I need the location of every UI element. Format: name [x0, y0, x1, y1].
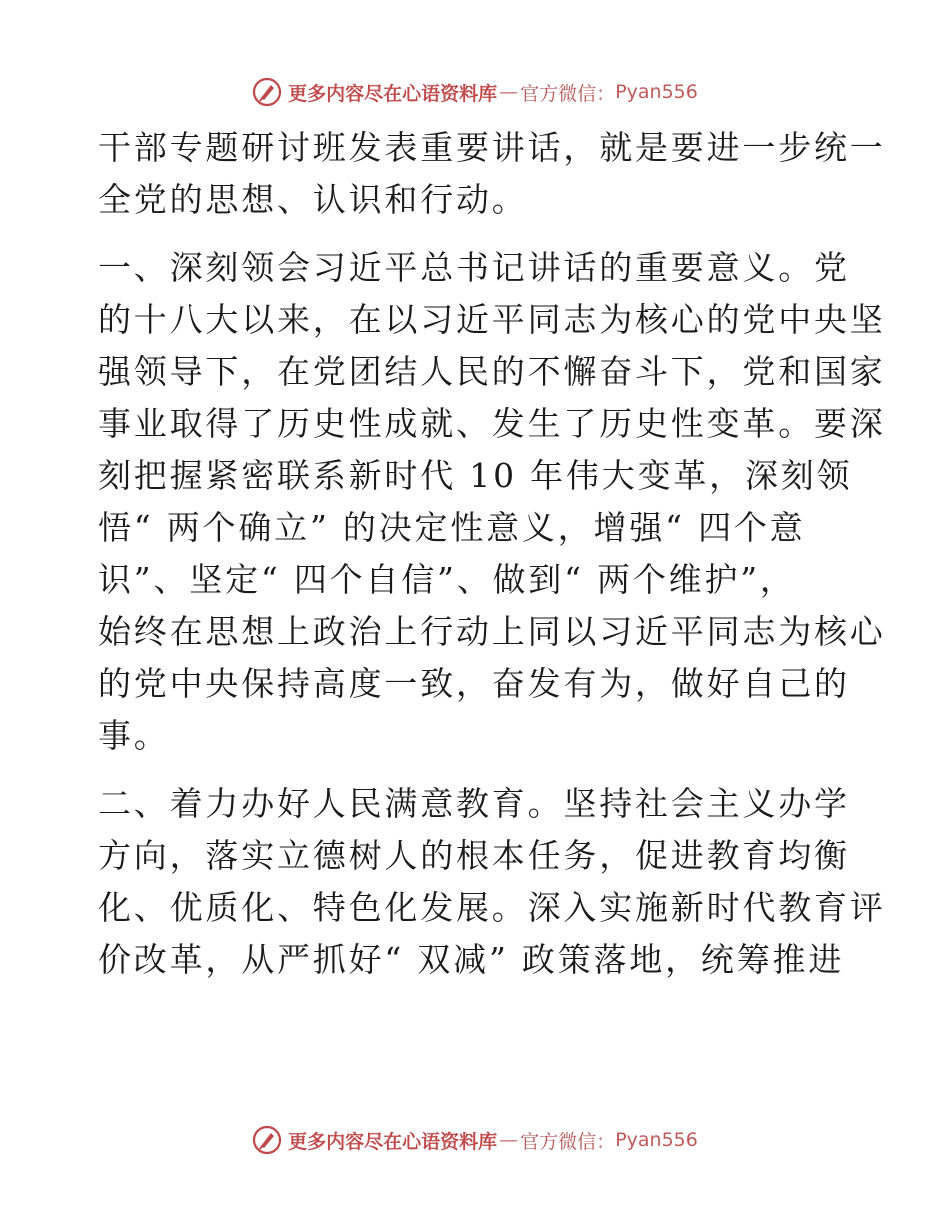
- header-watermark: [0, 72, 950, 112]
- text-line: 事。: [98, 716, 170, 755]
- text-line: 方向，落实立德树人的根本任务，促进教育均衡: [98, 836, 850, 875]
- text-line: 化、优质化、特色化发展。深入实施新时代教育评: [98, 888, 886, 927]
- text-line: 的十八大以来，在以习近平同志为核心的党中央坚: [98, 300, 886, 339]
- watermark-sub-text: 官方微信：: [520, 1130, 616, 1153]
- watermark-main-text: 更多内容尽在心语资料库: [288, 82, 498, 105]
- watermark-wechat-id: Pyan556: [615, 1129, 698, 1151]
- text-line: 事业取得了历史性成就、发生了历史性变革。要深: [98, 404, 886, 443]
- text-line: 的党中央保持高度一致，奋发有为，做好自己的: [98, 664, 850, 703]
- text-line: 始终在思想上政治上行动上同以习近平同志为核心: [98, 612, 886, 651]
- text-line: 全党的思想、认识和行动。: [98, 180, 528, 219]
- document-body: [98, 122, 886, 986]
- text-line: 干部专题研讨班发表重要讲话，就是要进一步统一: [98, 128, 886, 167]
- watermark-wechat-id: Pyan556: [615, 81, 698, 103]
- paragraph-continuation: [98, 122, 886, 226]
- text-line: 价改革，从严抓好“ 双减” 政策落地，统筹推进: [98, 940, 845, 979]
- quill-logo-icon: [252, 77, 282, 107]
- watermark-separator: —: [499, 81, 519, 103]
- footer-watermark: [0, 1120, 950, 1160]
- text-line: 识”、坚定“ 四个自信”、做到“ 两个维护”，: [98, 560, 796, 599]
- paragraph-section-two: [98, 778, 886, 986]
- quill-logo-icon: [252, 1125, 282, 1155]
- text-line: 一、深刻领会习近平总书记讲话的重要意义。党: [98, 248, 850, 287]
- text-line: 刻把握紧密联系新时代 10 年伟大变革，深刻领: [98, 456, 853, 495]
- text-line: 二、着力办好人民满意教育。坚持社会主义办学: [98, 784, 850, 823]
- text-line: 强领导下，在党团结人民的不懈奋斗下，党和国家: [98, 352, 886, 391]
- text-line: 悟“ 两个确立” 的决定性意义，增强“ 四个意: [98, 508, 806, 547]
- paragraph-section-one: [98, 242, 886, 762]
- watermark-separator: —: [499, 1129, 519, 1151]
- watermark-main-text: 更多内容尽在心语资料库: [288, 1130, 498, 1153]
- watermark-sub-text: 官方微信：: [520, 82, 616, 105]
